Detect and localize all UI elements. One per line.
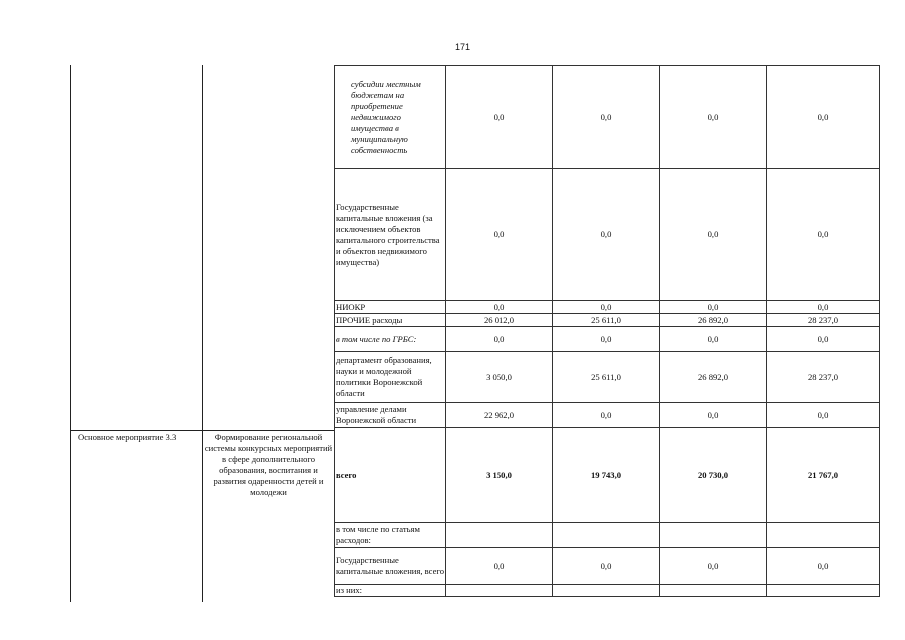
value-cell: 0,0 (553, 66, 660, 169)
value-cell (446, 523, 553, 548)
row-label: субсидии местным бюджетам на приобретение недвижимого имущества в муниципальную собственность (335, 66, 446, 169)
table-row (335, 523, 880, 548)
table-row (335, 352, 880, 403)
value-cell: 0,0 (553, 301, 660, 314)
value-cell: 0,0 (446, 169, 553, 301)
value-cell: 0,0 (660, 403, 767, 428)
value-cell: 0,0 (446, 66, 553, 169)
value-cell (553, 585, 660, 597)
value-cell: 0,0 (660, 301, 767, 314)
value-cell: 0,0 (553, 403, 660, 428)
value-cell (660, 585, 767, 597)
value-cell: 3 050,0 (446, 352, 553, 403)
value-cell: 0,0 (660, 66, 767, 169)
value-cell: 0,0 (660, 169, 767, 301)
table-row (335, 585, 880, 597)
left-rule-1 (70, 65, 71, 602)
value-cell: 0,0 (553, 548, 660, 585)
table-row (335, 548, 880, 585)
value-cell: 0,0 (767, 403, 880, 428)
measure-code: Основное мероприятие 3.3 (78, 432, 177, 442)
value-cell: 21 767,0 (767, 428, 880, 523)
budget-table (334, 65, 880, 597)
row-label: ПРОЧИЕ расходы (335, 314, 446, 327)
table-row (335, 169, 880, 301)
value-cell: 28 237,0 (767, 314, 880, 327)
value-cell: 28 237,0 (767, 352, 880, 403)
value-cell: 26 892,0 (660, 352, 767, 403)
page-number: 171 (455, 42, 471, 52)
value-cell: 0,0 (660, 327, 767, 352)
value-cell (446, 585, 553, 597)
table-row (335, 314, 880, 327)
value-cell: 0,0 (446, 548, 553, 585)
table-row (335, 403, 880, 428)
row-label: управление делами Воронежской области (335, 403, 446, 428)
value-cell: 0,0 (767, 327, 880, 352)
value-cell: 22 962,0 (446, 403, 553, 428)
value-cell: 20 730,0 (660, 428, 767, 523)
value-cell (660, 523, 767, 548)
value-cell: 3 150,0 (446, 428, 553, 523)
value-cell (767, 523, 880, 548)
row-label: в том числе по ГРБС: (335, 327, 446, 352)
value-cell: 26 892,0 (660, 314, 767, 327)
table-row (335, 327, 880, 352)
row-label: НИОКР (335, 301, 446, 314)
measure-title: Формирование региональной системы конкурсных мероприятий в сфере дополнительного образования, воспитания и развития одаренности детей и молодежи (204, 432, 333, 497)
table-row (335, 301, 880, 314)
value-cell: 0,0 (446, 301, 553, 314)
value-cell: 0,0 (553, 169, 660, 301)
table-row (335, 66, 880, 169)
row-label: департамент образования, науки и молодежной политики Воронежской области (335, 352, 446, 403)
value-cell: 26 012,0 (446, 314, 553, 327)
value-cell: 25 611,0 (553, 352, 660, 403)
value-cell: 25 611,0 (553, 314, 660, 327)
row-label: Государственные капитальные вложения (за исключением объектов капитального строительства и объектов недвижимого имущества) (335, 169, 446, 301)
value-cell: 0,0 (767, 66, 880, 169)
value-cell: 0,0 (767, 548, 880, 585)
value-cell: 0,0 (767, 169, 880, 301)
value-cell: 0,0 (767, 301, 880, 314)
value-cell: 0,0 (553, 327, 660, 352)
left-row-divider (70, 430, 334, 431)
value-cell: 0,0 (446, 327, 553, 352)
value-cell: 0,0 (660, 548, 767, 585)
table-row (335, 428, 880, 523)
left-rule-2 (202, 65, 203, 602)
value-cell (767, 585, 880, 597)
row-label: из них: (335, 585, 446, 597)
value-cell (553, 523, 660, 548)
row-label: Государственные капитальные вложения, всего (335, 548, 446, 585)
value-cell: 19 743,0 (553, 428, 660, 523)
row-label: в том числе по статьям расходов: (335, 523, 446, 548)
row-label: всего (335, 428, 446, 523)
